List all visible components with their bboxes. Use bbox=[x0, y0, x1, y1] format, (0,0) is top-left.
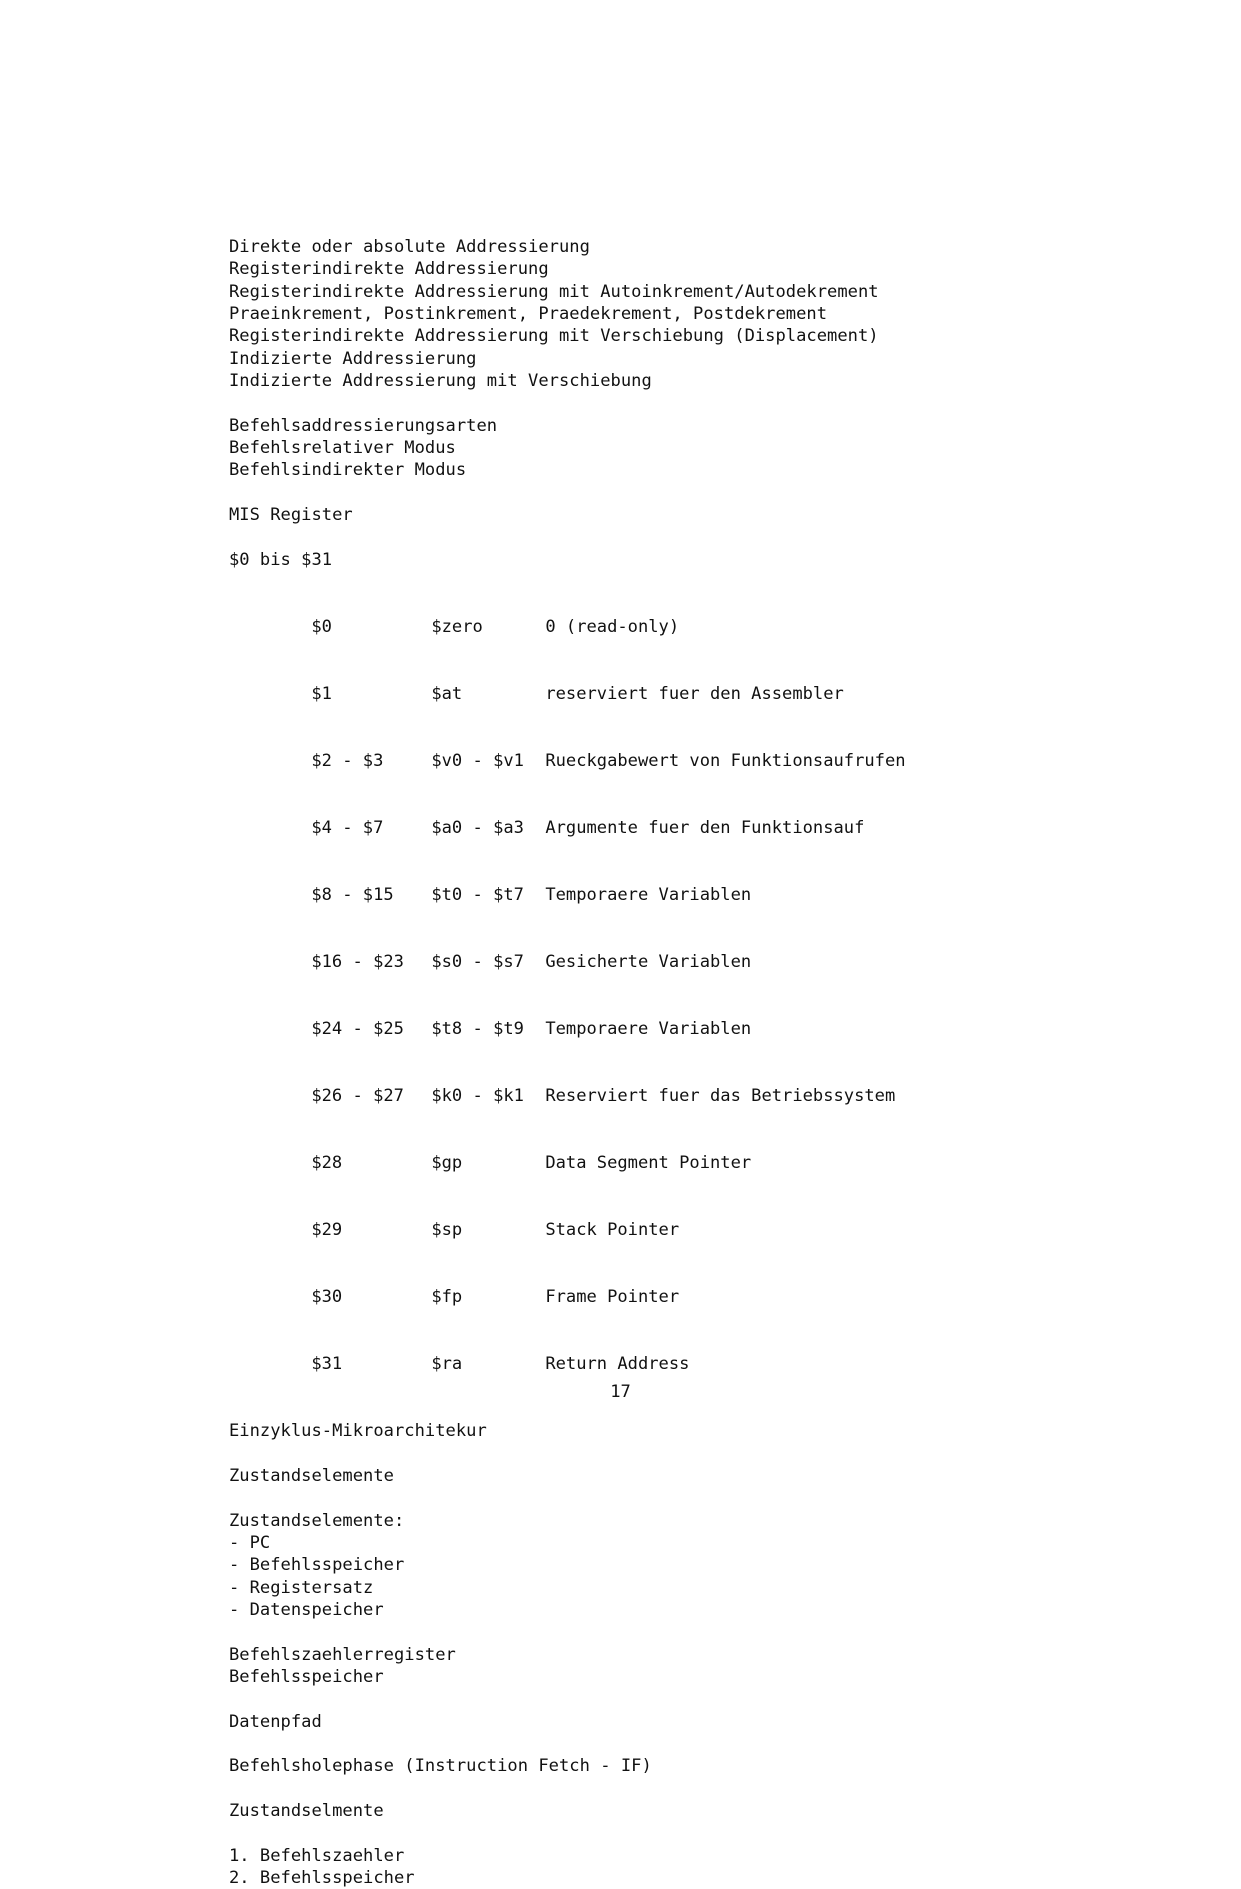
fetch-phase-heading: Befehlsholephase (Instruction Fetch - IF) bbox=[229, 1756, 652, 1777]
register-name: $t8 - $t9 bbox=[431, 1019, 524, 1040]
addressing-mode-line: Registerindirekte Addressierung mit Verschiebung (Displacement) bbox=[229, 326, 879, 347]
state-elements-alt-heading: Zustandselmente bbox=[229, 1801, 384, 1822]
numbered-list-block bbox=[229, 1845, 1109, 1889]
register-number: $2 - $3 bbox=[311, 750, 384, 771]
register-description: 0 (read-only) bbox=[545, 616, 680, 637]
list-item: - Datenspeicher bbox=[229, 1599, 384, 1620]
register-description: Gesicherte Variablen bbox=[545, 952, 752, 972]
list-item: 1. Befehlszaehler bbox=[229, 1845, 405, 1866]
register-section-heading: MIS Register bbox=[229, 505, 353, 526]
list-item: 2. Befehlsspeicher bbox=[229, 1868, 415, 1889]
addressing-mode-line: Praeinkrement, Postinkrement, Praedekrement, Postdekrement bbox=[229, 304, 828, 325]
addressing-mode-line: Direkte oder absolute Addressierung bbox=[229, 237, 590, 257]
register-description: Data Segment Pointer bbox=[545, 1153, 752, 1174]
table-row bbox=[229, 1130, 1109, 1197]
register-number: $30 bbox=[311, 1287, 343, 1308]
spacer bbox=[229, 1487, 1109, 1509]
table-row bbox=[229, 728, 1109, 795]
register-line: Befehlszaehlerregister bbox=[229, 1644, 456, 1665]
addressing-mode-line: Indizierte Addressierung bbox=[229, 348, 477, 369]
register-number: $1 bbox=[311, 683, 332, 704]
register-number: $16 - $23 bbox=[311, 952, 404, 972]
register-name: $at bbox=[431, 683, 463, 704]
table-row bbox=[229, 1197, 1109, 1264]
microarchitecture-heading: Einzyklus-Mikroarchitekur bbox=[229, 1421, 487, 1442]
register-description: reserviert fuer den Assembler bbox=[545, 683, 844, 704]
instruction-addressing-line: Befehlsrelativer Modus bbox=[229, 438, 456, 459]
register-name: $zero bbox=[431, 616, 483, 637]
spacer bbox=[229, 1778, 1109, 1800]
list-item: - PC bbox=[229, 1532, 271, 1553]
table-row bbox=[229, 795, 1109, 862]
state-elements-list-heading: Zustandselemente: bbox=[229, 1510, 405, 1531]
spacer bbox=[229, 571, 1109, 593]
table-row bbox=[229, 661, 1109, 728]
spacer bbox=[229, 1733, 1109, 1755]
spacer bbox=[229, 392, 1109, 414]
state-elements-heading: Zustandselemente bbox=[229, 1465, 394, 1486]
addressing-modes-block bbox=[229, 236, 1109, 392]
register-description: Temporaere Variablen bbox=[545, 1019, 752, 1040]
register-description: Reserviert fuer das Betriebssystem bbox=[545, 1086, 896, 1107]
register-table bbox=[229, 594, 1109, 1398]
register-number: $28 bbox=[311, 1153, 343, 1174]
register-name: $ra bbox=[431, 1354, 463, 1375]
register-name: $k0 - $k1 bbox=[431, 1086, 524, 1107]
table-row bbox=[229, 1063, 1109, 1130]
list-item: - Registersatz bbox=[229, 1577, 374, 1598]
register-name: $fp bbox=[431, 1287, 463, 1308]
table-row bbox=[229, 862, 1109, 929]
datapath-heading: Datenpfad bbox=[229, 1711, 322, 1732]
register-number: $26 - $27 bbox=[311, 1086, 404, 1107]
register-name: $gp bbox=[431, 1153, 463, 1174]
register-number: $4 - $7 bbox=[311, 817, 384, 838]
instruction-addressing-block bbox=[229, 415, 1109, 482]
register-line: Befehlsspeicher bbox=[229, 1667, 384, 1687]
addressing-mode-line: Indizierte Addressierung mit Verschiebung bbox=[229, 371, 652, 392]
register-number: $0 bbox=[311, 616, 332, 637]
addressing-mode-line: Registerindirekte Addressierung bbox=[229, 259, 549, 280]
table-row bbox=[229, 996, 1109, 1063]
table-row bbox=[229, 929, 1109, 996]
list-item: - Befehlsspeicher bbox=[229, 1555, 405, 1576]
register-number: $24 - $25 bbox=[311, 1019, 404, 1040]
table-row bbox=[229, 594, 1109, 661]
register-description: Temporaere Variablen bbox=[545, 884, 752, 905]
register-range: $0 bis $31 bbox=[229, 549, 333, 570]
register-description: Frame Pointer bbox=[545, 1287, 680, 1308]
register-name: $a0 - $a3 bbox=[431, 817, 524, 838]
spacer bbox=[229, 1822, 1109, 1844]
register-name: $v0 - $v1 bbox=[431, 750, 524, 771]
register-description: Stack Pointer bbox=[545, 1220, 680, 1241]
register-name: $sp bbox=[431, 1220, 463, 1241]
register-description: Argumente fuer den Funktionsauf bbox=[545, 817, 865, 838]
document-body bbox=[229, 236, 1109, 1889]
table-row bbox=[229, 1264, 1109, 1331]
instruction-addressing-line: Befehlsindirekter Modus bbox=[229, 460, 467, 481]
register-description: Return Address bbox=[545, 1354, 690, 1375]
page-number: 17 bbox=[610, 1382, 631, 1402]
register-number: $8 - $15 bbox=[311, 884, 394, 905]
spacer bbox=[229, 1688, 1109, 1710]
instruction-addressing-heading: Befehlsaddressierungsarten bbox=[229, 415, 498, 436]
spacer bbox=[229, 526, 1109, 548]
state-elements-block bbox=[229, 1510, 1109, 1622]
addressing-mode-line: Registerindirekte Addressierung mit Autoinkrement/Autodekrement bbox=[229, 281, 879, 302]
register-description: Rueckgabewert von Funktionsaufrufen bbox=[545, 750, 906, 771]
spacer bbox=[229, 1443, 1109, 1465]
register-name: $s0 - $s7 bbox=[431, 952, 524, 972]
register-number: $31 bbox=[311, 1354, 343, 1375]
spacer bbox=[229, 482, 1109, 504]
registers-block bbox=[229, 1644, 1109, 1689]
register-number: $29 bbox=[311, 1220, 343, 1241]
spacer bbox=[229, 1621, 1109, 1643]
register-name: $t0 - $t7 bbox=[431, 884, 524, 905]
